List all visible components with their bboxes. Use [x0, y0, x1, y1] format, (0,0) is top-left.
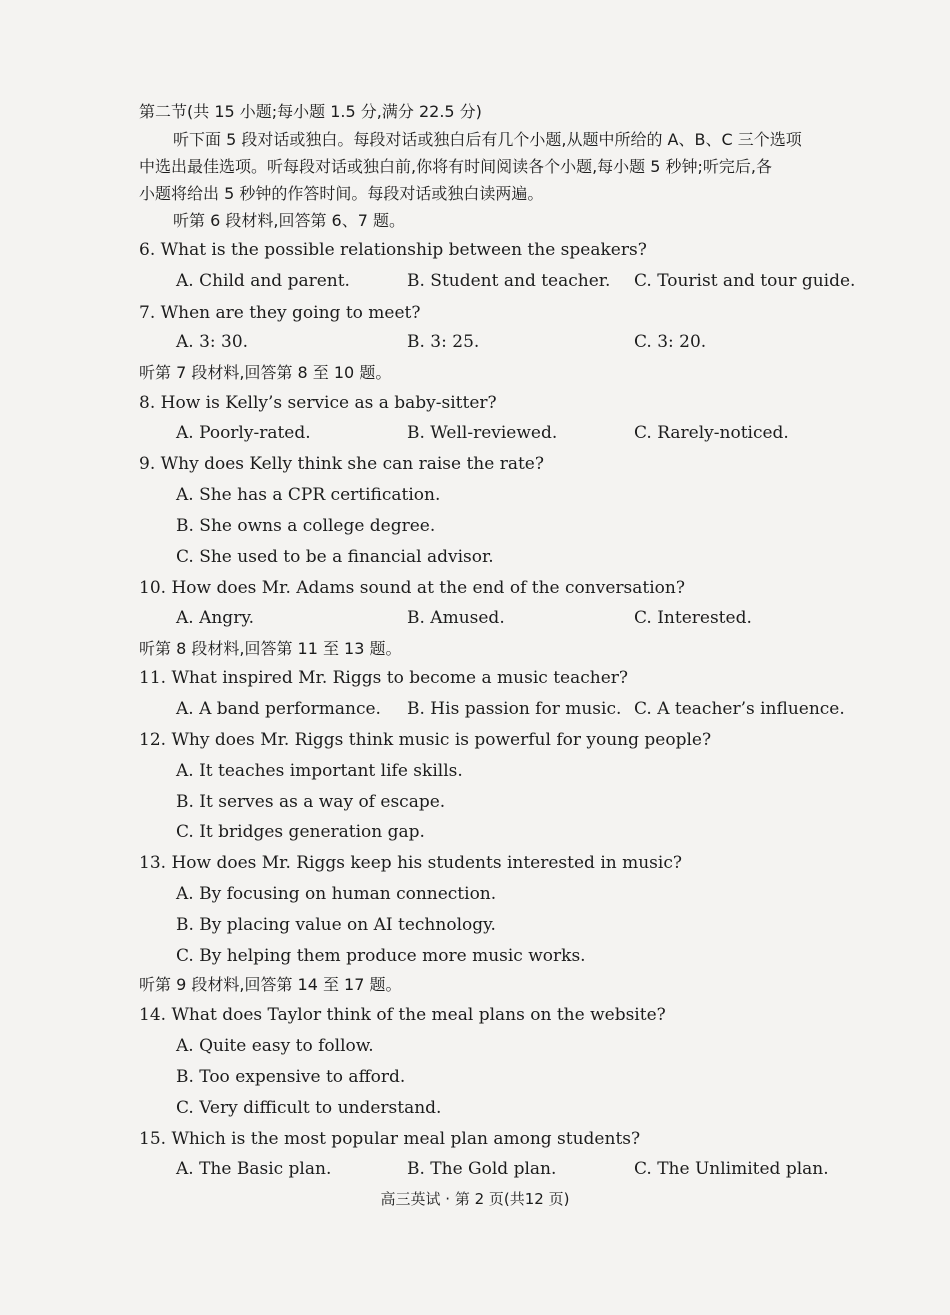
- question-number: 12.: [139, 730, 167, 750]
- option: C. By helping them produce more music works.: [176, 946, 586, 966]
- question-text: Why does Kelly think she can raise the rate?: [160, 454, 544, 474]
- question: [139, 1004, 666, 1026]
- question: [139, 577, 685, 599]
- option: B. 3: 25.: [407, 332, 480, 352]
- option: A. It teaches important life skills.: [176, 761, 463, 781]
- question-text: What does Taylor think of the meal plans on the website?: [171, 1005, 666, 1025]
- question: [139, 1128, 640, 1150]
- question-number: 10.: [139, 578, 167, 598]
- question-number: 13.: [139, 853, 167, 873]
- option: B. It serves as a way of escape.: [176, 792, 446, 812]
- question: [139, 239, 647, 261]
- question-number: 9.: [139, 454, 156, 474]
- question-text: When are they going to meet?: [160, 303, 421, 323]
- option: C. Rarely-noticed.: [634, 423, 789, 443]
- question: [139, 852, 682, 874]
- instruction-line: 小题将给出 5 秒钟的作答时间。每段对话或独白读两遍。: [139, 184, 544, 203]
- option: B. His passion for music.: [407, 699, 622, 719]
- option: A. Quite easy to follow.: [176, 1036, 374, 1056]
- question-number: 15.: [139, 1129, 167, 1149]
- option: C. Very difficult to understand.: [176, 1098, 442, 1118]
- question-text: Why does Mr. Riggs think music is powerful for young people?: [171, 730, 712, 750]
- option: C. It bridges generation gap.: [176, 822, 425, 842]
- group-intro: 听第 8 段材料,回答第 11 至 13 题。: [139, 639, 402, 658]
- option: C. Tourist and tour guide.: [634, 271, 856, 291]
- option: A. A band performance.: [176, 699, 381, 719]
- option: A. 3: 30.: [176, 332, 249, 352]
- option: C. The Unlimited plan.: [634, 1159, 829, 1179]
- option: B. Too expensive to afford.: [176, 1067, 406, 1087]
- option: A. She has a CPR certification.: [176, 485, 441, 505]
- question-text: How is Kelly’s service as a baby-sitter?: [160, 393, 497, 413]
- question: [139, 667, 628, 689]
- option: A. Poorly-rated.: [176, 423, 311, 443]
- question: [139, 302, 421, 324]
- section-heading: 第二节(共 15 小题;每小题 1.5 分,满分 22.5 分): [139, 102, 482, 121]
- question-number: 6.: [139, 240, 156, 260]
- option: C. 3: 20.: [634, 332, 707, 352]
- question: [139, 729, 711, 751]
- option: B. By placing value on AI technology.: [176, 915, 496, 935]
- option: B. Amused.: [407, 608, 505, 628]
- group-intro: 听第 7 段材料,回答第 8 至 10 题。: [139, 363, 392, 382]
- question: [139, 453, 544, 475]
- option: B. The Gold plan.: [407, 1159, 557, 1179]
- option: C. A teacher’s influence.: [634, 699, 845, 719]
- instruction-line: 听下面 5 段对话或独白。每段对话或独白后有几个小题,从题中所给的 A、B、C 三个选项: [173, 130, 802, 149]
- question-text: What is the possible relationship between the speakers?: [160, 240, 647, 260]
- question-number: 8.: [139, 393, 156, 413]
- option: A. Child and parent.: [176, 271, 350, 291]
- question-text: What inspired Mr. Riggs to become a music teacher?: [171, 668, 628, 688]
- option: B. She owns a college degree.: [176, 516, 436, 536]
- question-number: 14.: [139, 1005, 167, 1025]
- option: B. Student and teacher.: [407, 271, 611, 291]
- question: [139, 392, 497, 414]
- instruction-line: 中选出最佳选项。听每段对话或独白前,你将有时间阅读各个小题,每小题 5 秒钟;听完后,各: [139, 157, 773, 176]
- question-text: How does Mr. Adams sound at the end of the conversation?: [171, 578, 685, 598]
- page-footer: 高三英试 · 第 2 页(共12 页): [380, 1190, 570, 1208]
- group-intro: 听第 9 段材料,回答第 14 至 17 题。: [139, 975, 402, 994]
- question-text: Which is the most popular meal plan among students?: [171, 1129, 641, 1149]
- question-number: 7.: [139, 303, 156, 323]
- option: A. Angry.: [176, 608, 255, 628]
- option: C. Interested.: [634, 608, 752, 628]
- option: C. She used to be a financial advisor.: [176, 547, 494, 567]
- option: A. By focusing on human connection.: [176, 884, 497, 904]
- group-intro: 听第 6 段材料,回答第 6、7 题。: [173, 211, 405, 230]
- question-number: 11.: [139, 668, 167, 688]
- option: B. Well-reviewed.: [407, 423, 558, 443]
- option: A. The Basic plan.: [176, 1159, 332, 1179]
- question-text: How does Mr. Riggs keep his students interested in music?: [171, 853, 682, 873]
